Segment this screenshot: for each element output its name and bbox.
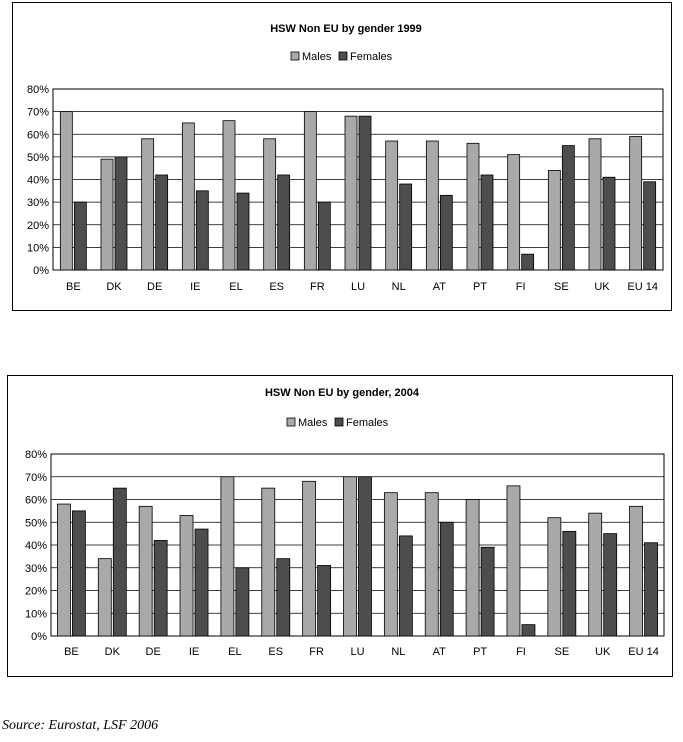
y-tick-label: 70%	[26, 106, 49, 119]
x-tick-label: ES	[269, 281, 285, 293]
bar-males-se	[548, 518, 561, 636]
x-tick-label: NL	[391, 646, 406, 658]
chart-2004-svg	[8, 376, 672, 676]
source-note: Source: Eurostat, LSF 2006	[2, 718, 159, 733]
bar-females-at	[440, 522, 453, 636]
y-tick-label: 60%	[26, 129, 49, 142]
bar-males-fi	[508, 155, 520, 270]
legend-swatch-females	[339, 52, 347, 60]
bar-females-uk	[604, 534, 617, 636]
bar-males-lu	[345, 116, 357, 270]
y-tick-label: 0%	[33, 265, 49, 277]
bar-males-nl	[386, 141, 398, 270]
bar-males-es	[262, 488, 275, 636]
legend-label-males: Males	[302, 51, 332, 63]
x-tick-label: BE	[65, 281, 81, 293]
x-tick-label: EU 14	[628, 646, 659, 658]
bar-males-uk	[589, 513, 602, 636]
y-tick-label: 10%	[26, 242, 49, 255]
x-tick-label: SE	[554, 646, 570, 658]
bar-males-eu14	[630, 137, 642, 270]
legend-swatch-females	[335, 418, 343, 426]
bar-males-dk	[101, 159, 113, 270]
x-tick-label: AT	[432, 646, 446, 658]
bar-males-el	[223, 121, 235, 270]
x-tick-label: LU	[350, 281, 366, 293]
y-tick-label: 40%	[26, 174, 49, 187]
bar-females-nl	[400, 184, 412, 270]
x-tick-label: AT	[432, 281, 446, 293]
bar-males-lu	[344, 477, 357, 636]
x-tick-label: EU 14	[627, 281, 658, 293]
bar-males-eu14	[630, 506, 643, 636]
bar-males-fi	[507, 486, 520, 636]
y-tick-label: 80%	[26, 84, 49, 96]
bar-females-nl	[399, 536, 412, 636]
y-tick-label: 80%	[24, 449, 47, 461]
x-tick-label: DK	[104, 646, 120, 658]
x-tick-label: EL	[228, 646, 242, 658]
bar-females-at	[440, 195, 452, 270]
legend-swatch-males	[291, 52, 299, 60]
bar-females-be	[74, 202, 86, 270]
bar-females-es	[278, 175, 290, 270]
bar-males-ie	[180, 515, 193, 636]
y-tick-label: 50%	[26, 151, 49, 164]
bar-females-uk	[603, 177, 615, 270]
legend-label-females: Females	[350, 51, 393, 63]
legend-label-males: Males	[298, 417, 328, 429]
bar-males-nl	[384, 493, 397, 636]
bar-males-pt	[467, 143, 479, 270]
bar-females-de	[154, 540, 167, 636]
x-tick-label: BE	[64, 646, 79, 658]
legend-label-females: Females	[346, 417, 389, 429]
y-tick-label: 40%	[24, 540, 47, 552]
y-tick-label: 30%	[26, 197, 49, 210]
x-tick-label: ES	[268, 646, 284, 658]
bar-females-ie	[195, 529, 208, 636]
bar-females-se	[562, 146, 574, 270]
bar-females-eu14	[645, 543, 658, 636]
x-tick-label: PT	[472, 281, 488, 293]
bar-males-dk	[98, 559, 111, 636]
bar-females-es	[277, 559, 290, 636]
x-tick-label: UK	[594, 281, 610, 293]
bar-females-el	[237, 193, 249, 270]
bar-males-ie	[182, 123, 194, 270]
legend-swatch-males	[287, 418, 295, 426]
bar-females-fi	[522, 625, 535, 636]
bar-females-fi	[522, 254, 534, 270]
chart-title: HSW Non EU by gender, 2004	[264, 387, 420, 399]
bar-males-se	[548, 170, 560, 270]
y-tick-label: 20%	[26, 219, 49, 232]
bar-males-pt	[466, 500, 479, 637]
bar-males-es	[264, 139, 276, 270]
bar-females-fr	[318, 565, 331, 636]
bar-females-ie	[196, 191, 208, 270]
bar-females-be	[72, 511, 85, 636]
bar-males-de	[142, 139, 154, 270]
bar-males-at	[425, 493, 438, 636]
bar-males-fr	[303, 481, 316, 636]
bar-males-at	[426, 141, 438, 270]
x-tick-label: DE	[147, 281, 163, 293]
x-tick-label: PT	[473, 646, 488, 658]
bar-females-pt	[481, 175, 493, 270]
x-tick-label: FR	[309, 646, 324, 658]
chart-2004	[7, 375, 673, 677]
x-tick-label: SE	[553, 281, 569, 293]
chart-1999	[12, 2, 672, 311]
bar-females-lu	[359, 477, 372, 636]
bar-males-uk	[589, 139, 601, 270]
bar-females-lu	[359, 116, 371, 270]
y-tick-label: 50%	[24, 517, 47, 530]
bar-females-el	[236, 568, 249, 636]
y-tick-label: 10%	[24, 608, 47, 621]
x-tick-label: FI	[515, 281, 526, 293]
chart-title: HSW Non EU by gender 1999	[270, 23, 422, 35]
bar-females-fr	[318, 202, 330, 270]
bar-males-de	[139, 506, 152, 636]
x-tick-label: FR	[309, 281, 325, 293]
bar-males-el	[221, 477, 234, 636]
bar-females-dk	[115, 157, 127, 270]
bar-females-eu14	[644, 182, 656, 270]
x-tick-label: IE	[190, 281, 201, 293]
bar-males-fr	[304, 112, 316, 270]
x-tick-label: UK	[595, 646, 611, 658]
bar-males-be	[60, 112, 72, 270]
x-tick-label: DK	[106, 281, 122, 293]
x-tick-label: IE	[188, 646, 200, 658]
chart-1999-svg	[13, 3, 671, 310]
x-tick-label: NL	[391, 281, 406, 293]
bar-females-pt	[481, 547, 494, 636]
x-tick-label: FI	[516, 646, 526, 658]
x-tick-label: LU	[350, 646, 365, 658]
y-tick-label: 60%	[24, 494, 47, 507]
y-tick-label: 20%	[24, 585, 47, 598]
bar-females-se	[563, 531, 576, 636]
x-tick-label: EL	[229, 281, 243, 293]
y-tick-label: 0%	[31, 631, 47, 643]
y-tick-label: 70%	[24, 471, 47, 484]
bar-males-be	[57, 504, 70, 636]
x-tick-label: DE	[145, 646, 161, 658]
bar-females-dk	[113, 488, 126, 636]
y-tick-label: 30%	[24, 562, 47, 575]
bar-females-de	[156, 175, 168, 270]
